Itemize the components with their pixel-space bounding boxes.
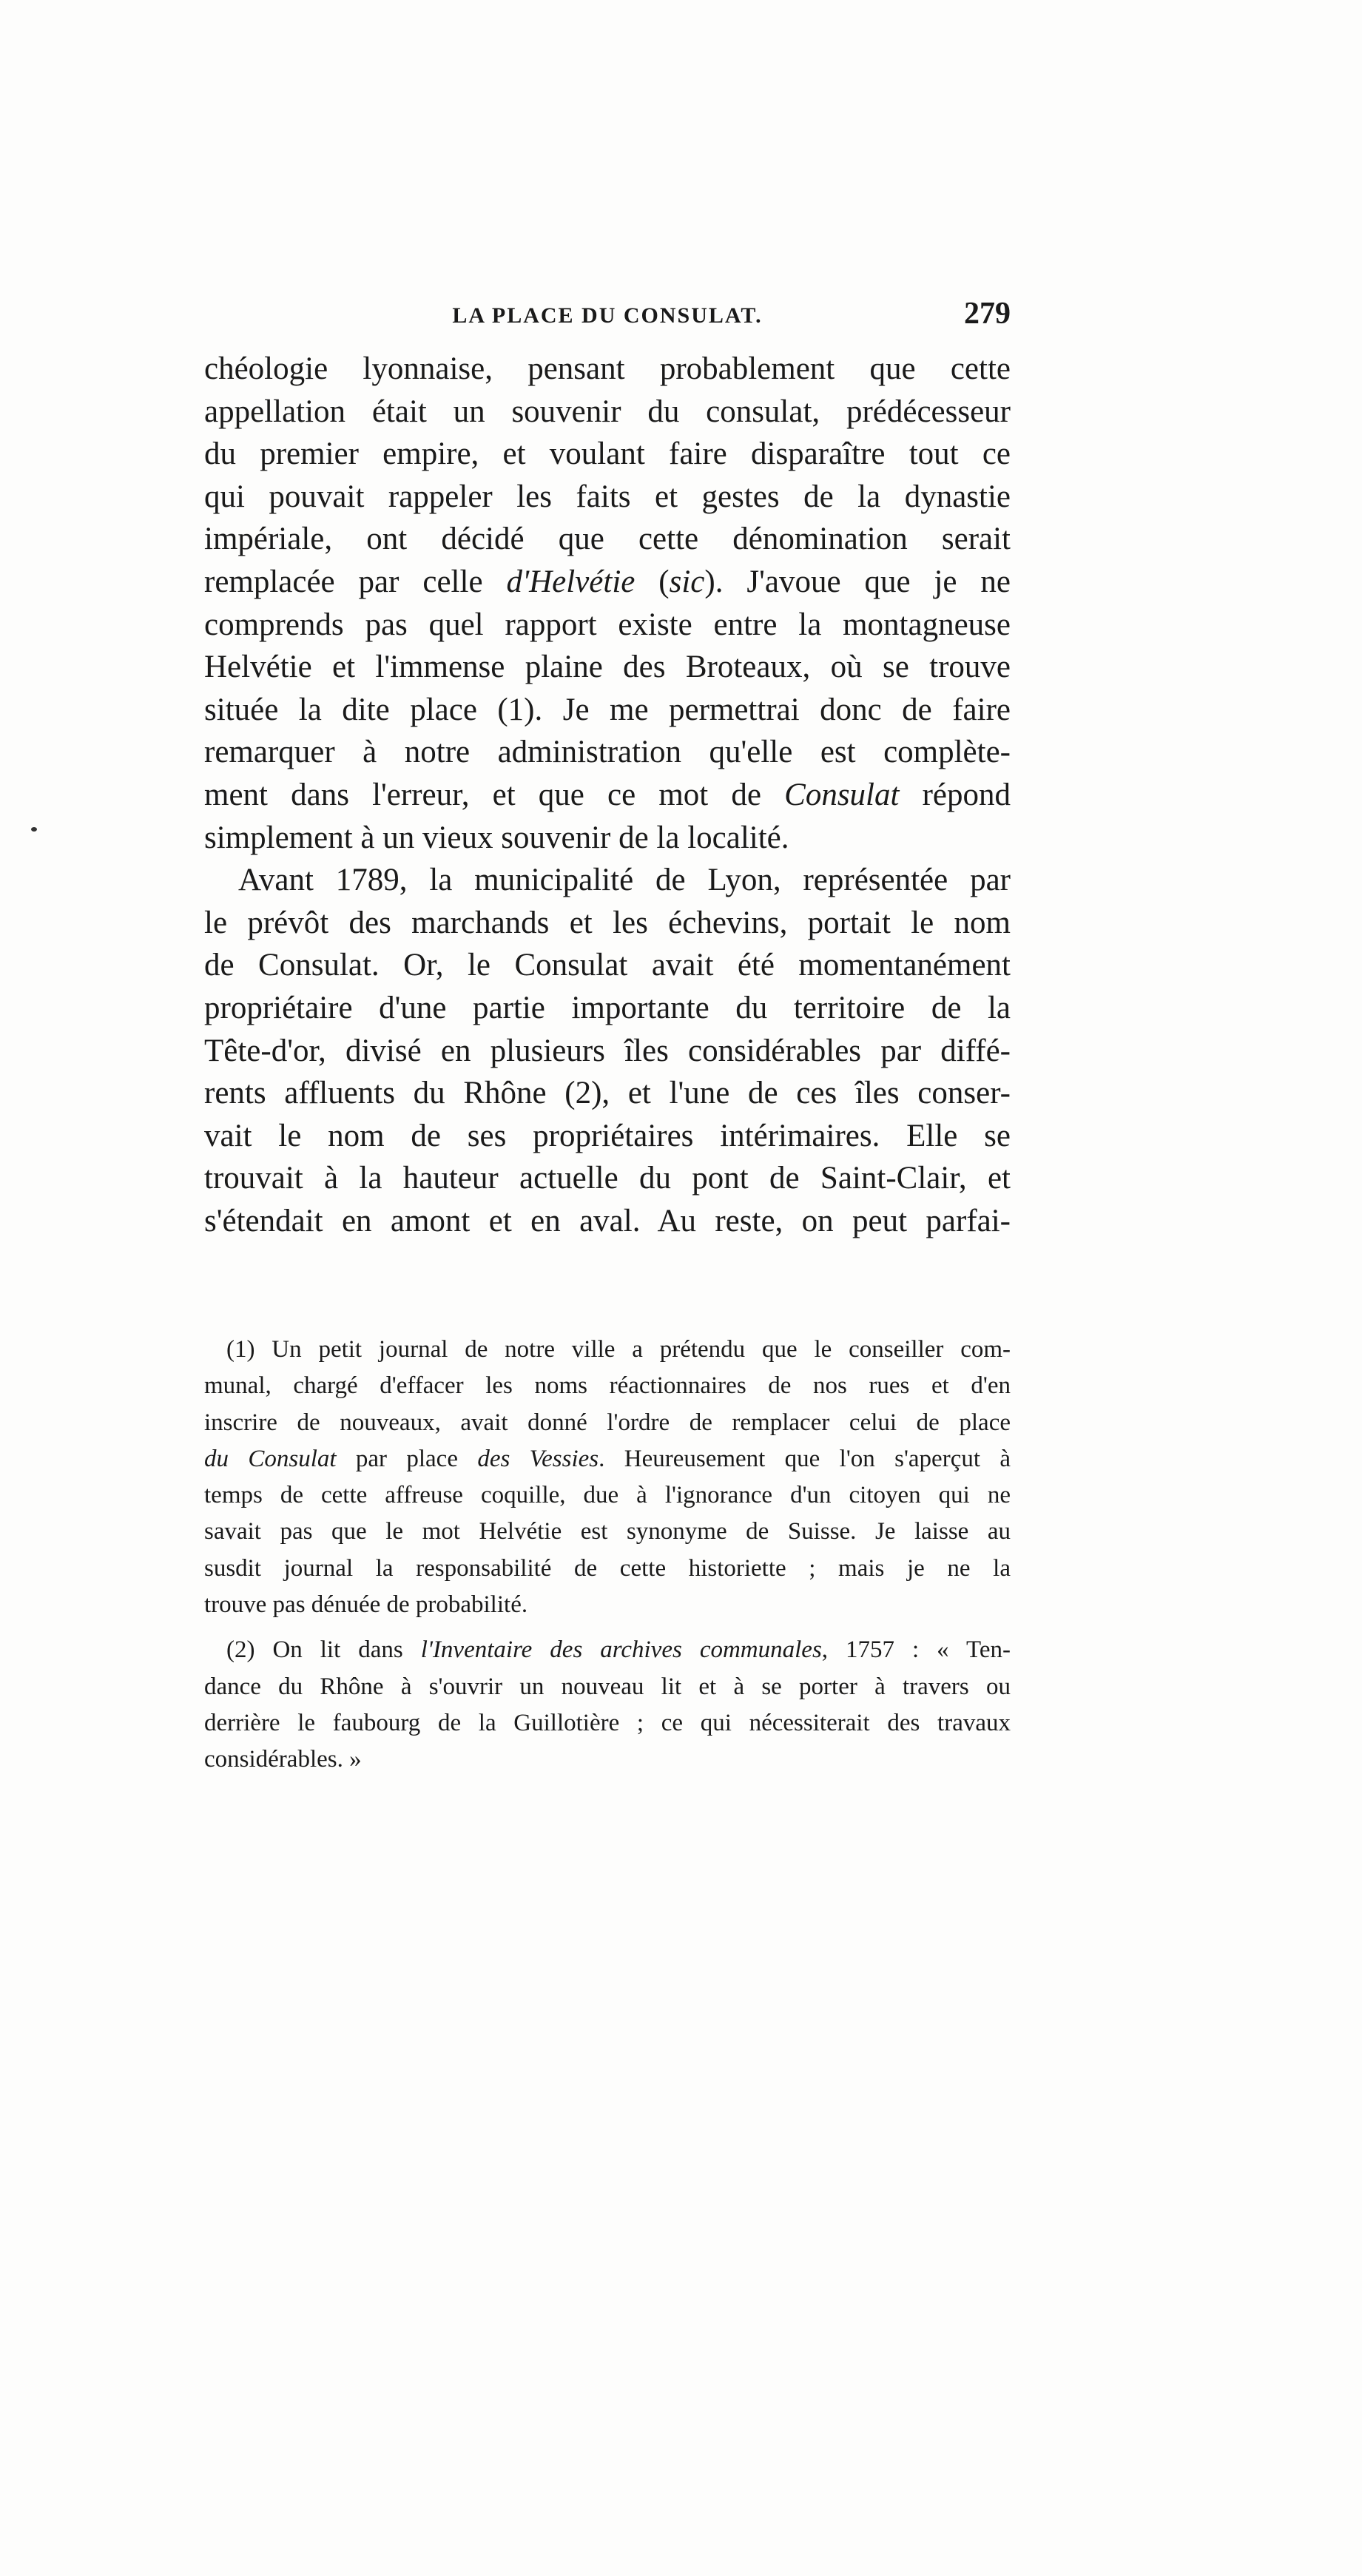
footnote-line: temps de cette affreuse coquille, due à l'ignorance d'un citoyen qui ne: [204, 1482, 1011, 1509]
footnote-line: inscrire de nouveaux, avait donné l'ordre de remplacer celui de place: [204, 1409, 1011, 1436]
body-line: vait le nom de ses propriétaires intérimaires. Elle se: [204, 1118, 1011, 1153]
body-line: remplacée par celle d'Helvétie (sic). J'avoue que je ne: [204, 564, 1011, 599]
running-head: [204, 296, 1011, 340]
footnote-1: [204, 1332, 1011, 1623]
body-line: simplement à un vieux souvenir de la localité.: [204, 820, 789, 855]
body-line: remarquer à notre administration qu'elle est complète-: [204, 735, 1011, 770]
body-line: chéologie lyonnaise, pensant probablement que cette: [204, 351, 1011, 386]
body-line: de Consulat. Or, le Consulat avait été momentanément: [204, 948, 1011, 983]
footnote-spacer: [204, 1623, 1011, 1632]
italic-text: du Consulat: [204, 1445, 337, 1472]
body-line: s'étendait en amont et en aval. Au reste, on peut parfai-: [204, 1203, 1011, 1238]
footnote-line: munal, chargé d'effacer les noms réactionnaires de nos rues et d'en: [204, 1372, 1011, 1400]
footnote-line: (2) On lit dans l'Inventaire des archives communales, 1757 : « Ten-: [226, 1636, 1011, 1664]
body-line: Helvétie et l'immense plaine des Broteaux, où se trouve: [204, 650, 1011, 685]
italic-text: des Vessies: [477, 1445, 599, 1472]
footnote-line: trouve pas dénuée de probabilité.: [204, 1591, 528, 1619]
body-line: impériale, ont décidé que cette dénomination serait: [204, 522, 1011, 557]
body-line: trouvait à la hauteur actuelle du pont de Saint-Clair, et: [204, 1161, 1011, 1196]
footnote-line: savait pas que le mot Helvétie est synonyme de Suisse. Je laisse au: [204, 1518, 1011, 1545]
body-line-paragraph-start: Avant 1789, la municipalité de Lyon, représentée par: [238, 863, 1011, 898]
italic-text: Consulat: [784, 777, 900, 812]
footnotes: [204, 1332, 1011, 1778]
italic-text: d'Helvétie: [506, 564, 636, 599]
footnote-line: (1) Un petit journal de notre ville a prétendu que le conseiller com-: [226, 1336, 1011, 1363]
body-line: comprends pas quel rapport existe entre la montagneuse: [204, 607, 1011, 642]
body-line: le prévôt des marchands et les échevins, portait le nom: [204, 905, 1011, 940]
footnote-line: du Consulat par place des Vessies. Heureusement que l'on s'aperçut à: [204, 1445, 1011, 1472]
footnote-line: dance du Rhône à s'ouvrir un nouveau lit et à se porter à travers ou: [204, 1673, 1011, 1700]
footnote-line: considérables. »: [204, 1746, 362, 1773]
body-line: située la dite place (1). Je me permettrai donc de faire: [204, 692, 1011, 727]
body-text: [204, 348, 1011, 1242]
running-title: LA PLACE DU CONSULAT.: [452, 303, 763, 328]
body-line: rents affluents du Rhône (2), et l'une de ces îles conser-: [204, 1076, 1011, 1111]
body-line: appellation était un souvenir du consulat, prédécesseur: [204, 394, 1011, 429]
body-line: Tête-d'or, divisé en plusieurs îles considérables par diffé-: [204, 1033, 1011, 1068]
italic-text: l'Inventaire des archives communales: [420, 1636, 822, 1664]
footnote-line: derrière le faubourg de la Guillotière ; ce qui nécessiterait des travaux: [204, 1709, 1011, 1736]
body-line: qui pouvait rappeler les faits et gestes de la dynastie: [204, 479, 1011, 514]
body-line: ment dans l'erreur, et que ce mot de Consulat répond: [204, 777, 1011, 812]
page-number: 279: [964, 297, 1011, 331]
ink-speck: [31, 827, 37, 832]
footnote-2: [204, 1632, 1011, 1778]
body-line: du premier empire, et voulant faire disparaître tout ce: [204, 436, 1011, 472]
italic-text: sic: [669, 564, 705, 599]
body-line: propriétaire d'une partie importante du territoire de la: [204, 990, 1011, 1025]
footnote-line: susdit journal la responsabilité de cette historiette ; mais je ne la: [204, 1554, 1011, 1582]
